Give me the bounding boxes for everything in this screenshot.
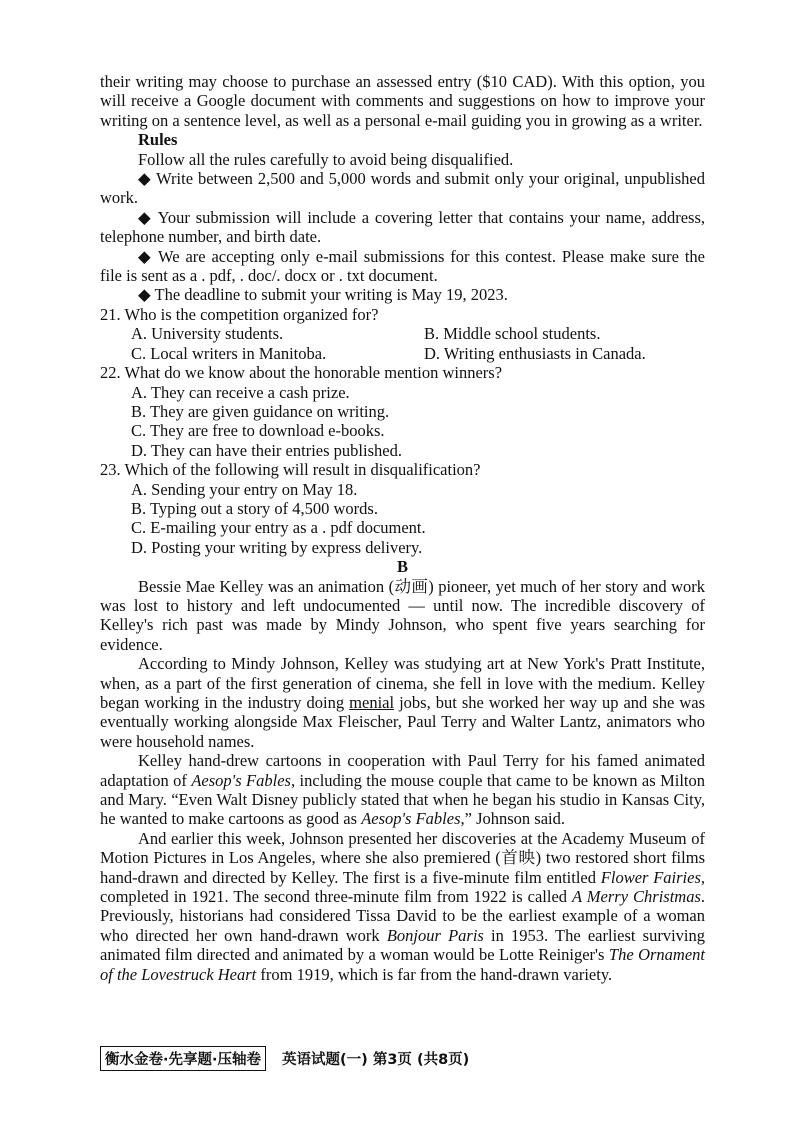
option-b: B. They are given guidance on writing.	[131, 401, 390, 421]
italic-title: Aesop's Fables	[361, 809, 461, 829]
text-run: , including the mouse couple that came to be known as Milton and Mary. “Even Walt Disney publicly stated that when he began his studio in Kansas City, he wanted to make cartoons as good as	[100, 770, 705, 829]
option-c: C. Local writers in Manitoba.	[131, 343, 327, 363]
passage-paragraph-1: Bessie Mae Kelley was an animation (动画) pioneer, yet much of her story and work was lost to history and left undocumented — until now. The incredible discovery of Kelley's rich past was made by Mindy Johnson, who spent five years searching for evidence.	[100, 576, 705, 654]
text-run: in 1953. The earliest surviving animated film directed and animated by a woman would be Lotte Reiniger's	[100, 925, 705, 965]
option-a: A. Sending your entry on May 18.	[131, 479, 358, 499]
option-b: B. Middle school students.	[424, 324, 601, 344]
option-a: A. They can receive a cash prize.	[131, 382, 350, 402]
text-run: . Previously, historians had considered Tissa David to be the earliest example of a woman who directed her own hand-drawn work	[100, 887, 705, 945]
series-label: 衡水金卷·先享题·压轴卷	[100, 1046, 266, 1071]
document-page	[100, 72, 705, 984]
rules-heading: Rules	[138, 130, 178, 150]
passage-paragraph-2	[100, 654, 705, 751]
italic-title: Aesop's Fables	[191, 770, 291, 790]
passage-paragraph-3	[100, 751, 705, 829]
option-d: D. Posting your writing by express delivery.	[131, 537, 423, 557]
text-run: jobs, but she worked her way up and she was eventually working alongside Max Fleischer, Paul Terry and Walter Lantz, animators who were household names.	[100, 693, 705, 751]
rule-item: ◆ We are accepting only e-mail submissions for this contest. Please make sure the file is sent as a . pdf, . doc/. docx or . txt document.	[100, 246, 705, 286]
italic-title: The Ornament of the Lovestruck Heart	[100, 945, 705, 984]
rule-item: ◆ The deadline to submit your writing is May 19, 2023.	[138, 285, 508, 305]
option-b: B. Typing out a story of 4,500 words.	[131, 498, 378, 518]
text-run: Kelley hand-drew cartoons in cooperation with Paul Terry for his famed animated adaptation of	[100, 751, 705, 790]
page-info: 英语试题(一) 第3页 (共8页)	[282, 1051, 470, 1068]
text-run: from 1919, which is far from the hand-drawn variety.	[256, 964, 613, 984]
text-run: ,” Johnson said.	[460, 809, 565, 829]
option-c: C. E-mailing your entry as a . pdf document.	[131, 518, 426, 538]
italic-title: Bonjour Paris	[386, 925, 484, 945]
rules-lead: Follow all the rules carefully to avoid being disqualified.	[138, 149, 514, 169]
italic-title: A Merry Christmas	[572, 887, 701, 907]
page-footer	[100, 1045, 700, 1071]
rule-item: ◆ Your submission will include a covering letter that contains your name, address, telephone number, and birth date.	[100, 207, 705, 247]
option-a: A. University students.	[131, 324, 284, 344]
underlined-word: menial	[349, 693, 395, 712]
question-22-stem: 22. What do we know about the honorable mention winners?	[100, 363, 503, 383]
section-b-heading: B	[396, 557, 408, 577]
option-c: C. They are free to download e-books.	[131, 421, 385, 441]
text-run: And earlier this week, Johnson presented her discoveries at the Academy Museum of Motion Pictures in Los Angeles, where she also premiered (首映) two restored short films hand-drawn and directed by Kelley. The first is a five-minute film entitled	[100, 828, 705, 887]
passage-paragraph-4	[100, 829, 705, 984]
question-21-options	[131, 324, 705, 363]
intro-paragraph: their writing may choose to purchase an assessed entry ($10 CAD). With this option, you will receive a Google document with comments and suggestions on how to improve your writing on a sentence level, as well as a personal e-mail guiding you in growing as a writer.	[100, 72, 705, 130]
question-23-stem: 23. Which of the following will result in disqualification?	[100, 460, 481, 480]
option-d: D. Writing enthusiasts in Canada.	[424, 343, 646, 363]
text-run: , completed in 1921. The second three-minute film from 1922 is called	[100, 867, 706, 907]
text-run: According to Mindy Johnson, Kelley was studying art at New York's Pratt Institute, when, as a part of the first generation of cinema, she fell in love with the medium. Kelley began working in the industry doing	[100, 654, 705, 712]
italic-title: Flower Fairies	[600, 867, 701, 887]
question-21-stem: 21. Who is the competition organized for?	[100, 304, 379, 324]
rule-item: ◆ Write between 2,500 and 5,000 words and submit only your original, unpublished work.	[100, 169, 705, 208]
option-d: D. They can have their entries published.	[131, 440, 402, 460]
